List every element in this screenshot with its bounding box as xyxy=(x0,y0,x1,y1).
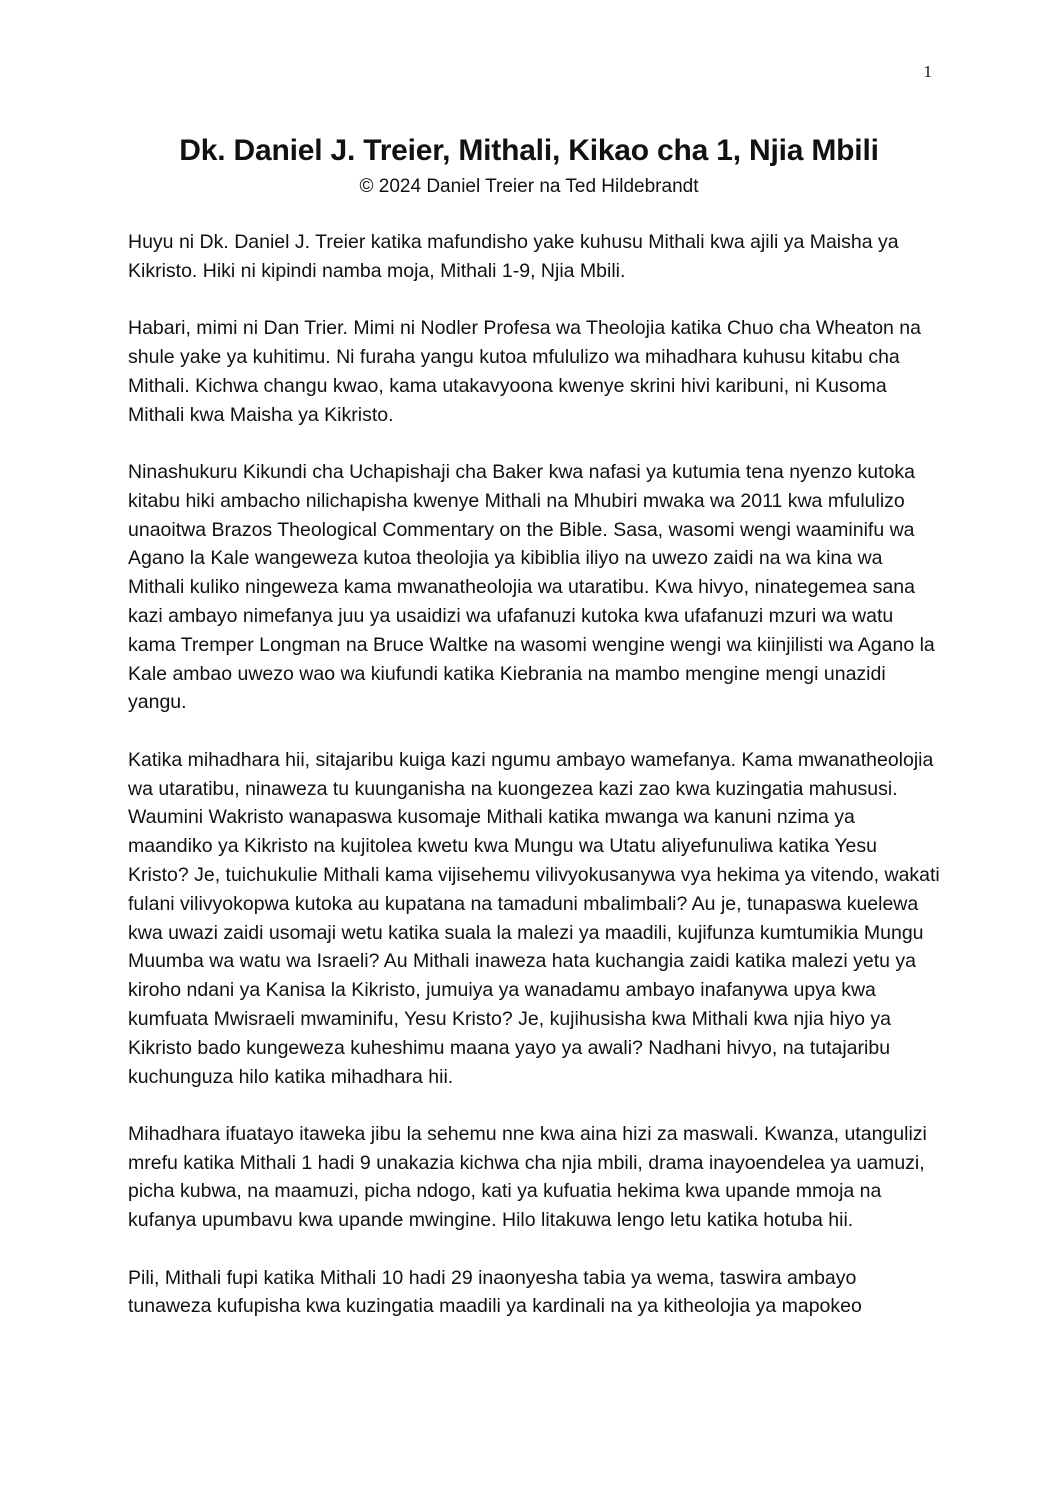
paragraph-second-part: Pili, Mithali fupi katika Mithali 10 hadi 29 inaonyesha tabia ya wema, taswira ambayo tunaweza kufupisha kwa kuzingatia maadili ya kardinali na ya kitheolojia ya mapokeo xyxy=(128,1266,862,1318)
paragraph-greeting: Habari, mimi ni Dan Trier. Mimi ni Nodler Profesa wa Theolojia katika Chuo cha Wheaton na shule yake ya kuhitimu. Ni furaha yangu kutoa mfululizo wa mihadhara kuhusu kitabu cha Mithali. Kichwa changu kwao, kama utakavyoona kwenye skrini hivi karibuni, ni Kusoma Mithali kwa Maisha ya Kikristo. xyxy=(128,317,921,426)
page-number: 1 xyxy=(923,62,932,81)
paragraph-intro: Huyu ni Dk. Daniel J. Treier katika mafundisho yake kuhusu Mithali kwa ajili ya Maisha ya Kikristo. Hiki ni kipindi namba moja, Mithali 1-9, Njia Mbili. xyxy=(128,231,899,282)
document-title: Dk. Daniel J. Treier, Mithali, Kikao cha 1, Njia Mbili xyxy=(179,134,879,167)
copyright-line: © 2024 Daniel Treier na Ted Hildebrandt xyxy=(359,176,699,197)
paragraph-first-part: Mihadhara ifuatayo itaweka jibu la sehemu nne kwa aina hizi za maswali. Kwanza, utangulizi mrefu katika Mithali 1 hadi 9 unakazia kichwa cha njia mbili, drama inayoendelea ya uamuzi, picha kubwa, na maamuzi, picha ndogo, kati ya kufuatia hekima kwa upande mmoja na kufanya upumbavu kwa upande mwingine. Hilo litakuwa lengo letu katika hotuba hii. xyxy=(128,1122,927,1232)
paragraph-questions: Katika mihadhara hii, sitajaribu kuiga kazi ngumu ambayo wamefanya. Kama mwanatheolojia wa utaratibu, ninaweza tu kuunganisha na kuongezea kazi zao kwa kuzingatia mahususi. Waumini Wakristo wanapaswa kusomaje Mithali katika mwanga wa kanuni nzima ya maandiko ya Kikristo na kujitolea kwetu kwa Mungu wa Utatu aliyefunuliwa katika Yesu Kristo? Je, tuichukulie Mithali kama vijisehemu vilivyokusanywa vya hekima ya vitendo, wakati fulani vilivyokopwa kutoka au kupatana na tamaduni mbalimbali? Au je, tunapaswa kuelewa kwa uwazi zaidi usomaji wetu katika suala la malezi ya maadili, kujifunza kumtumikia Mungu Muumba wa watu wa Israeli? Au Mithali inaweza hata kuchangia zaidi katika malezi yetu ya kiroho ndani ya Kanisa la Kikristo, jumuiya ya wanadamu ambayo inafanywa upya kwa kumfuata Mwisraeli mwaminifu, Yesu Kristo? Je, kujihusisha kwa Mithali kwa njia hiyo ya Kikristo bado kungeweza kuheshimu maana yayo ya awali? Nadhani hivyo, na tutajaribu kuchunguza hilo katika mihadhara hii. xyxy=(128,748,940,1088)
paragraph-acknowledgement: Ninashukuru Kikundi cha Uchapishaji cha Baker kwa nafasi ya kutumia tena nyenzo kutoka kitabu hiki ambacho nilichapisha kwenye Mithali na Mhubiri mwaka wa 2011 kwa mfululizo unaoitwa Brazos Theological Commentary on the Bible. Sasa, wasomi wengi waaminifu wa Agano la Kale wangeweza kutoa theolojia ya kibiblia iliyo na uwezo zaidi na wa kina wa Mithali kuliko ningeweza kama mwanatheolojia wa utaratibu. Kwa hivyo, ninategemea sana kazi ambayo nimefanya juu ya usaidizi wa ufafanuzi kutoka kwa ufafanuzi mzuri wa watu kama Tremper Longman na Bruce Waltke na wasomi wengine wengi wa kiinjilisti wa Agano la Kale ambao uwezo wao wa kiufundi katika Kiebrania na mambo mengine mengi unazidi yangu. xyxy=(128,460,935,714)
document-body xyxy=(128,228,940,1350)
